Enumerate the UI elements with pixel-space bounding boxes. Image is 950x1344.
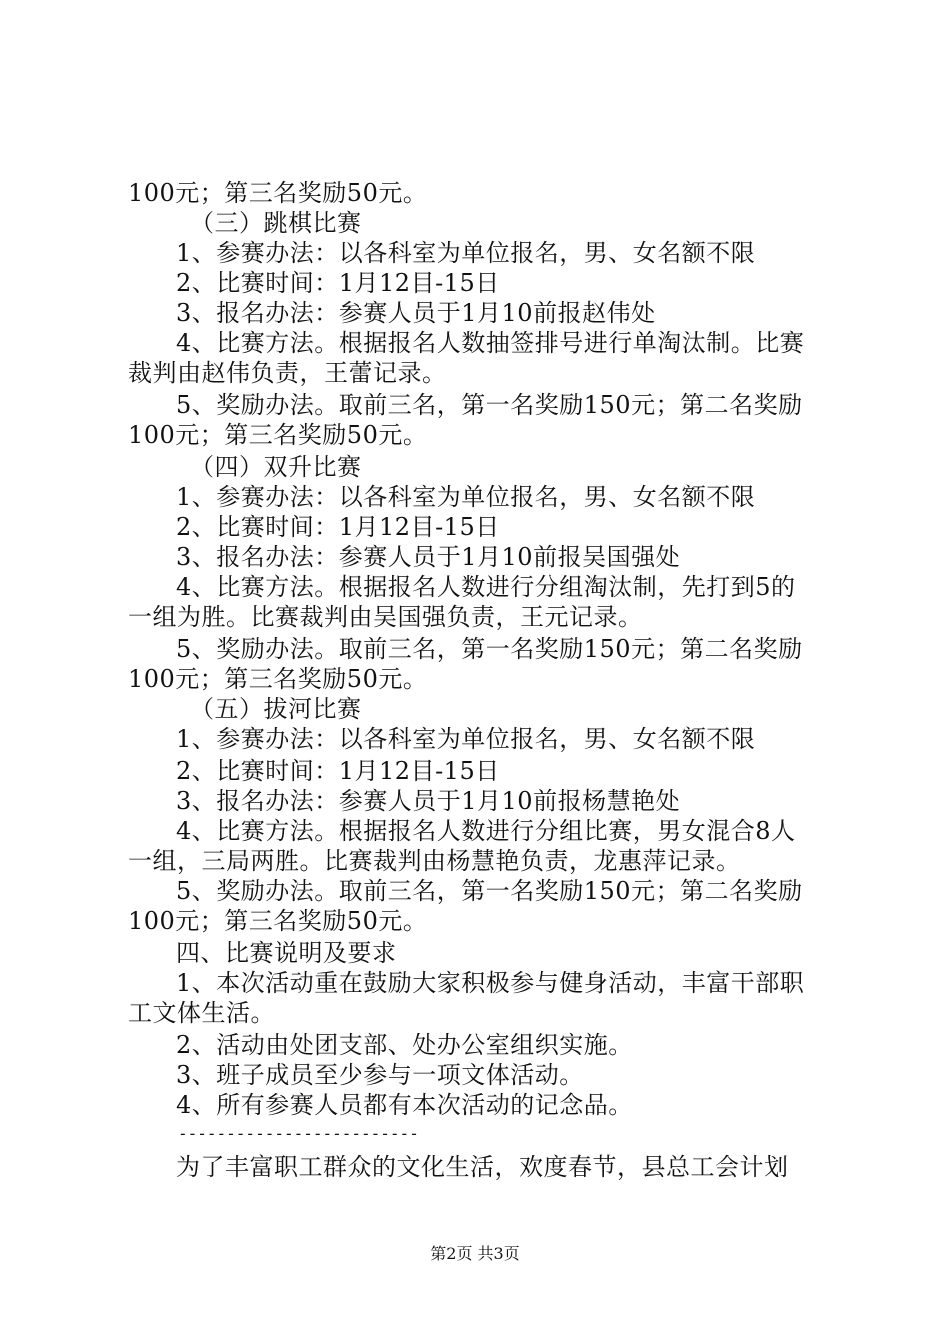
text-line: 3、报名办法：参赛人员于1月10前报吴国强处 <box>176 543 681 571</box>
text-line: 100元；第三名奖励50元。 <box>128 179 428 207</box>
text-line: 工文体生活。 <box>128 999 275 1027</box>
text-line: 2、比赛时间：1月12目-15日 <box>176 513 500 541</box>
section-heading: （五）拔河比赛 <box>190 695 362 723</box>
text-line: 5、奖励办法。取前三名，第一名奖励150元；第二名奖励 <box>176 391 803 419</box>
text-line: 1、参赛办法：以各科室为单位报名，男、女名额不限 <box>176 239 756 267</box>
text-line: 100元；第三名奖励50元。 <box>128 421 428 449</box>
text-line: 1、参赛办法：以各科室为单位报名，男、女名额不限 <box>176 725 756 753</box>
text-line: 2、活动由处团支部、处办公室组织实施。 <box>176 1031 633 1059</box>
text-line: 4、比赛方法。根据报名人数进行分组比赛，男女混合8人 <box>176 817 796 845</box>
separator-line: ------------------------- <box>178 1124 419 1143</box>
text-line: 4、比赛方法。根据报名人数抽签排号进行单淘汰制。比赛 <box>176 329 805 357</box>
text-line: 4、比赛方法。根据报名人数进行分组淘汰制，先打到5的 <box>176 573 796 601</box>
text-line: 1、参赛办法：以各科室为单位报名，男、女名额不限 <box>176 483 756 511</box>
text-line: 100元；第三名奖励50元。 <box>128 907 428 935</box>
section-heading: （三）跳棋比赛 <box>190 209 362 237</box>
text-line: 一组，三局两胜。比赛裁判由杨慧艳负责，龙惠萍记录。 <box>128 847 741 875</box>
text-line: 5、奖励办法。取前三名，第一名奖励150元；第二名奖励 <box>176 635 803 663</box>
text-line: 裁判由赵伟负责，王蕾记录。 <box>128 359 447 387</box>
text-line: 3、报名办法：参赛人员于1月10前报赵伟处 <box>176 299 656 327</box>
text-line: 4、所有参赛人员都有本次活动的记念品。 <box>176 1091 633 1119</box>
section-heading: （四）双升比赛 <box>190 453 362 481</box>
text-line: 3、报名办法：参赛人员于1月10前报杨慧艳处 <box>176 787 681 815</box>
text-line: 5、奖励办法。取前三名，第一名奖励150元；第二名奖励 <box>176 877 803 905</box>
text-line: 2、比赛时间：1月12目-15日 <box>176 757 500 785</box>
text-line: 100元；第三名奖励50元。 <box>128 665 428 693</box>
text-line: 一组为胜。比赛裁判由吴国强负责，王元记录。 <box>128 603 643 631</box>
page-footer: 第2页 共3页 <box>430 1244 520 1263</box>
text-line: 2、比赛时间：1月12目-15日 <box>176 269 500 297</box>
text-line: 3、班子成员至少参与一项文体活动。 <box>176 1061 584 1089</box>
text-line: 1、本次活动重在鼓励大家积极参与健身活动，丰富干部职 <box>176 969 805 997</box>
text-line: 为了丰富职工群众的文化生活，欢度春节，县总工会计划 <box>176 1153 789 1181</box>
section-heading: 四、比赛说明及要求 <box>176 939 397 967</box>
